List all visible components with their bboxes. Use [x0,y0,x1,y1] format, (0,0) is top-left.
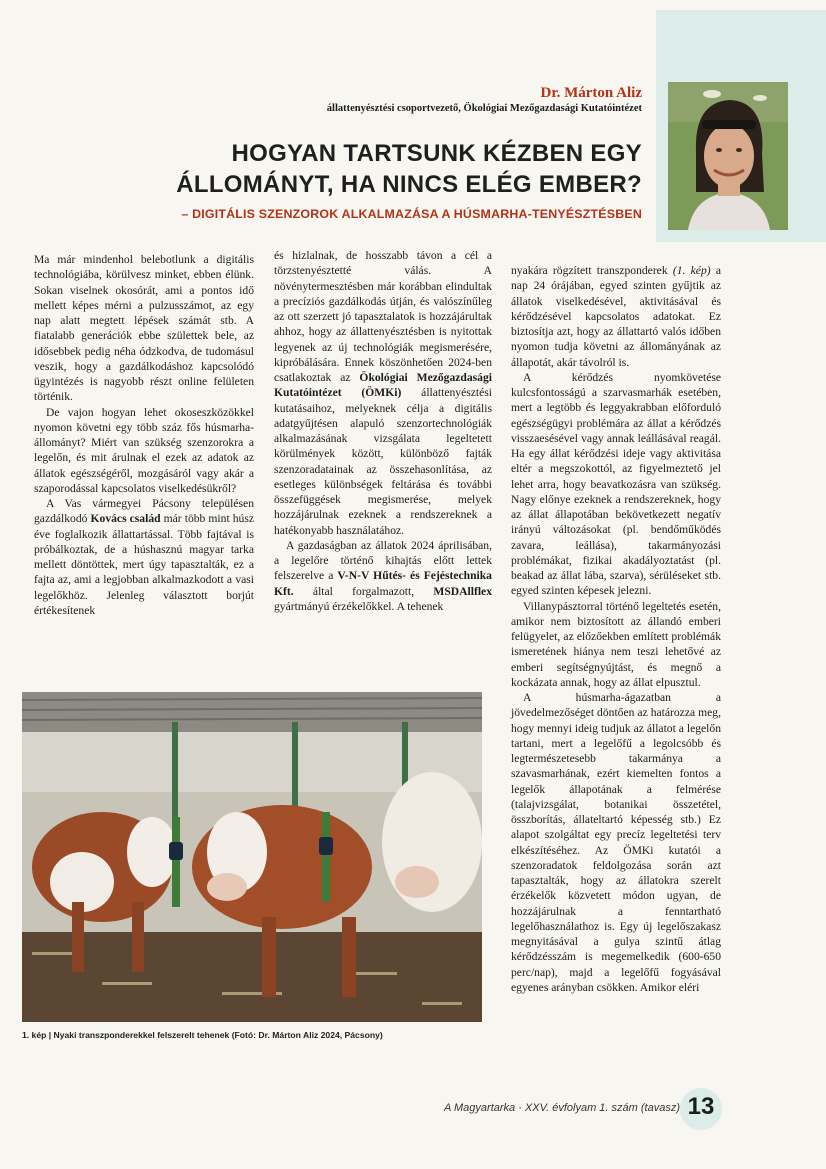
author-role: állattenyésztési csoportvezető, Ökológiai Mezőgazdasági Kutatóintézet [326,103,642,114]
footer-publication: A Magyartarka · XXV. évfolyam 1. szám (tavasz) [444,1102,680,1114]
bold-text: V-N-V Hűtés- és Fejéstechnika Kft. [274,569,492,598]
author-photo [668,82,788,230]
text-run: állattenyésztési kutatásaihoz, melyeknek célja a digitális adatgyűjtésen alapuló szenzortechnológiák alkalmazásának vizsgálata legeltetett körülmények között, különböző fajták szenzoradatainak az összehasonlítása, az esetleges különbségek feltárása és további összefüggések megismerése, melyek hozzájárulnak ezeknek a rendszereknek a hatékonyabb használatához. [274,386,492,537]
text-run: A gazdaságban az állatok 2024 áprilisában, a legelőre történő kihajtás előtt lettek felszerelve a [274,538,492,583]
photo-caption: 1. kép | Nyaki transzponderekkel felszerelt tehenek (Fotó: Dr. Márton Aliz 2024, Pácsony) [22,1030,383,1040]
text-run: által forgalmazott, [293,584,434,598]
paragraph [511,263,721,370]
text-run: és hizlalnak, de hosszabb távon a cél a törzstenyésztetté válás. A növénytermesztésben már korábban elindultak a precíziós gazdálkodás útján, és valószínűleg az ott szerzett jó tapasztalatok is hozzájárultak ahhoz, hogy az állattenyésztésben is nyitottak legyenek az új technológiák megismerésére, kipróbálására. Ennek köszönhetően 2024-ben csatlakoztak az [274,249,492,384]
cattle-photo [22,692,482,1022]
figure-reference: (1. kép) [672,264,711,277]
text-run: a nap 24 órájában, egyed szinten gyűjtik az állatok viselkedésével, aktivitásával és kérődzésével kapcsolatos adatokat. Ez biztosítja azt, hogy az állattartó valós időben nyomon tudja követni az állományának az állapotát, akár távolról is. [511,264,721,369]
author-block [327,84,642,115]
paragraph [34,496,254,618]
paragraph [274,248,492,538]
article-title-line2: ÁLLOMÁNYT, HA NINCS ELÉG EMBER? [176,171,642,198]
paragraph: Ma már mindenhol belebotlunk a digitális technológiába, körülvesz minket, ebben élünk. Sokan viselnek okosórát, ami a pontos idő mellett képes mérni a pulzusszámot, az egy nap alatt megtett lépések számát stb. A fiatalabb generációk ebbe születtek bele, az idősebbek pedig néha ódzkodva, de tudomásul veszik, hogy a gazdálkodáshoz kapcsolódó ügyintézés is nagyobb részt online felületen történik. [34,253,254,404]
text-run: már több mint húsz éve foglalkozik állattartással. Több fajtával is próbálkoztak, de a húshasznú magyar tarka mellett döntöttek, mert úgy tapasztalták, ez a fajta az, ami a legjobban alkalmazkodott a vasi legelőkhöz. Jelenleg választott borjút értékesítenek [34,512,254,617]
text-run: nyakára rögzített transzponderek [511,264,673,277]
text-run: A Vas vármegyei Pácsony településen gazdálkodó [34,497,254,526]
article-title [176,138,642,200]
paragraph: De vajon hogyan lehet okoseszközökkel nyomon követni egy több száz fős húsmarha-állományt? Miért van szükség szenzorokra a legelőn, és mit árulnak el ezek az adatok az állatok egészségéről, mozgásáról vagy akár a szaporodással kapcsolatos viselkedésükről? [34,405,254,495]
text-column-1 [34,252,254,618]
article-title-line1: HOGYAN TARTSUNK KÉZBEN EGY [231,140,642,167]
bold-text: Ökológiai Mezőgazdasági Kutatóintézet (ÖMKi) [274,371,492,400]
paragraph: A húsmarha-ágazatban a jövedelmezőséget döntően az határozza meg, hogy mennyi ideig tudjuk az állatot a legelőn tartani, mert a legelőfű a legolcsóbb és legtermészetesebb takarmánya a szavasmarhának, ezért kiemelten fontos a legelők állapotának a felmérése (talajvizsgálat, botanikai összetétel, összborítás, állateltartó képesség stb.) Ez alapot szolgáltat egy precíz legeltetési terv elkészítéséhez. Az ÖMKi kutatói a szenzoradatok feldolgozása során azt tapasztalták, hogy az állatokra szerelt érzékelők közvetett módon ugyan, de hozzájárulnak a fenntartható legelőhasználathoz is. Egy új legelőszakasz megnyitásával a gulya szintű átlag kérődzésszám is megemelkedik (600-650 perc/nap), majd a legelőfű fogyásával egyenes arányban csökken. Amikor eléri [511,691,721,994]
text-column-2 [274,248,492,614]
text-column-3 [511,263,721,995]
bold-text: Kovács család [90,512,161,526]
paragraph: Villanypásztorral történő legeltetés esetén, amikor nem biztosított az állandó emberi felügyelet, az előzőekben említett problémák ismeretének hiánya nem teszi lehetővé az emberi segítségnyújtást, és megnő a kockázata annak, hogy az állat elpusztul. [511,599,721,689]
paragraph [274,538,492,614]
author-name: Dr. Márton Aliz [540,85,642,101]
text-run: gyártmányú érzékelőkkel. A tehenek [274,599,444,613]
paragraph: A kérődzés nyomkövetése kulcsfontosságú a szarvasmarhák esetében, mert a legtöbb és leggyakrabban előforduló egészségügyi problémára az állat a kérődzés visszaesésével vagy annak leállásával reagál. Ha egy állat kérődzési ideje vagy aktivitása eltér a megszokottól, az figyelmeztető jel lehet arra, hogy beavatkozásra van szükség. Nagy előnye ezeknek a rendszereknek, hogy az állat állapotában bekövetkezett negatív irányú változásokat (pl. bendőműködés zavara, leállása), takarmányozási problémákat, fizikai akadályoztatást (pl. beakad az állat lába, szarva), sérüléseket stb. egyed szinten képesek jelezni. [511,370,721,598]
bold-text: MSDAllflex [433,584,492,598]
page-number: 13 [687,1093,715,1120]
article-subtitle: – DIGITÁLIS SZENZOROK ALKALMAZÁSA A HÚSMARHA-TENYÉSZTÉSBEN [181,207,642,221]
